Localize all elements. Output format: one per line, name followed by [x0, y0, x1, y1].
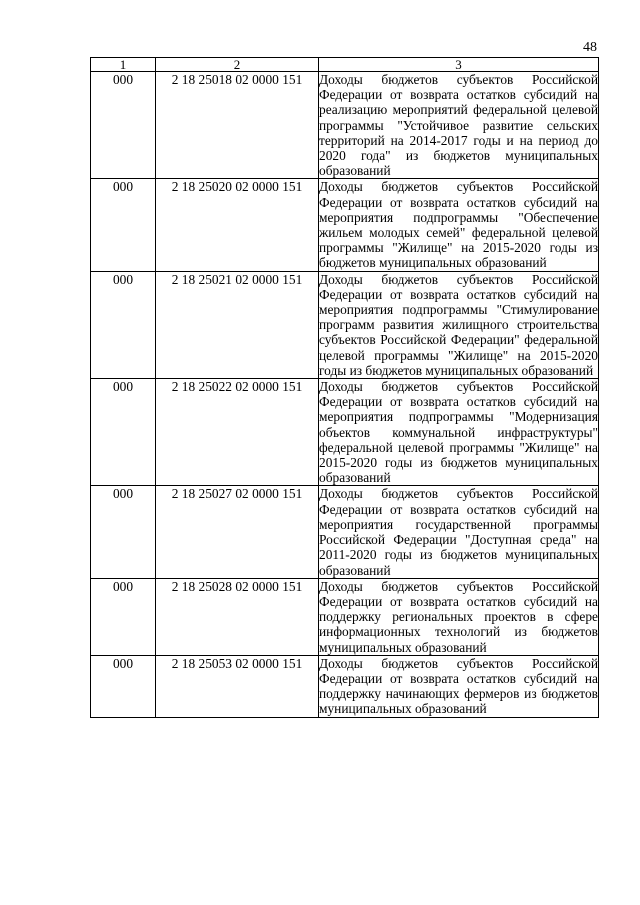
description-cell: Доходы бюджетов субъектов Российской Федерации от возврата остатков субсидий на поддержку региональных проектов в сфере информационных технологий из бюджетов муниципальных образований — [319, 578, 598, 655]
table-row — [91, 72, 599, 179]
kbk-code-cell: 2 18 25020 02 0000 151 — [156, 179, 319, 271]
table-row — [91, 271, 599, 378]
admin-code-cell: 000 — [91, 655, 156, 717]
admin-code-cell: 000 — [91, 379, 156, 486]
kbk-code-cell: 2 18 25021 02 0000 151 — [156, 271, 319, 378]
admin-code-cell: 000 — [91, 72, 156, 179]
page-number: 48 — [583, 40, 597, 55]
description-cell: Доходы бюджетов субъектов Российской Федерации от возврата остатков субсидий на мероприятия государственной программы Российской Федерации "Доступная среда" на 2011-2020 годы из бюджетов муниципальных образований — [319, 486, 598, 578]
table-row — [91, 379, 599, 486]
admin-code-cell: 000 — [91, 271, 156, 378]
table-row — [91, 655, 599, 717]
description-cell: Доходы бюджетов субъектов Российской Федерации от возврата остатков субсидий на реализацию мероприятий федеральной целевой программы "Устойчивое развитие сельских территорий на 2014-2017 годы и на период до 2020 года" из бюджетов муниципальных образований — [319, 72, 598, 179]
table-row — [91, 486, 599, 578]
column-header-2: 2 — [156, 58, 319, 72]
description-cell: Доходы бюджетов субъектов Российской Федерации от возврата остатков субсидий на поддержку начинающих фермеров из бюджетов муниципальных образований — [319, 655, 598, 717]
kbk-code-cell: 2 18 25018 02 0000 151 — [156, 72, 319, 179]
column-header-1: 1 — [91, 58, 156, 72]
budget-classification-table — [90, 57, 599, 718]
admin-code-cell: 000 — [91, 179, 156, 271]
kbk-code-cell: 2 18 25022 02 0000 151 — [156, 379, 319, 486]
table-row — [91, 179, 599, 271]
column-header-3: 3 — [319, 58, 599, 72]
kbk-code-cell: 2 18 25028 02 0000 151 — [156, 578, 319, 655]
admin-code-cell: 000 — [91, 486, 156, 578]
table-header-row — [91, 58, 599, 72]
description-cell: Доходы бюджетов субъектов Российской Федерации от возврата остатков субсидий на мероприятия подпрограммы "Обеспечение жильем молодых семей" федеральной целевой программы "Жилище" на 2015-2020 годы из бюджетов муниципальных образований — [319, 179, 598, 271]
table-row — [91, 578, 599, 655]
description-cell: Доходы бюджетов субъектов Российской Федерации от возврата остатков субсидий на мероприятия подпрограммы "Стимулирование программ развития жилищного строительства субъектов Российской Федерации" федеральной целевой программы "Жилище" на 2015-2020 годы из бюджетов муниципальных образований — [319, 271, 598, 378]
kbk-code-cell: 2 18 25027 02 0000 151 — [156, 486, 319, 578]
description-cell: Доходы бюджетов субъектов Российской Федерации от возврата остатков субсидий на мероприятия подпрограммы "Модернизация объектов коммунальной инфраструктуры" федеральной целевой программы "Жилище" на 2015-2020 годы из бюджетов муниципальных образований — [319, 379, 598, 486]
kbk-code-cell: 2 18 25053 02 0000 151 — [156, 655, 319, 717]
admin-code-cell: 000 — [91, 578, 156, 655]
